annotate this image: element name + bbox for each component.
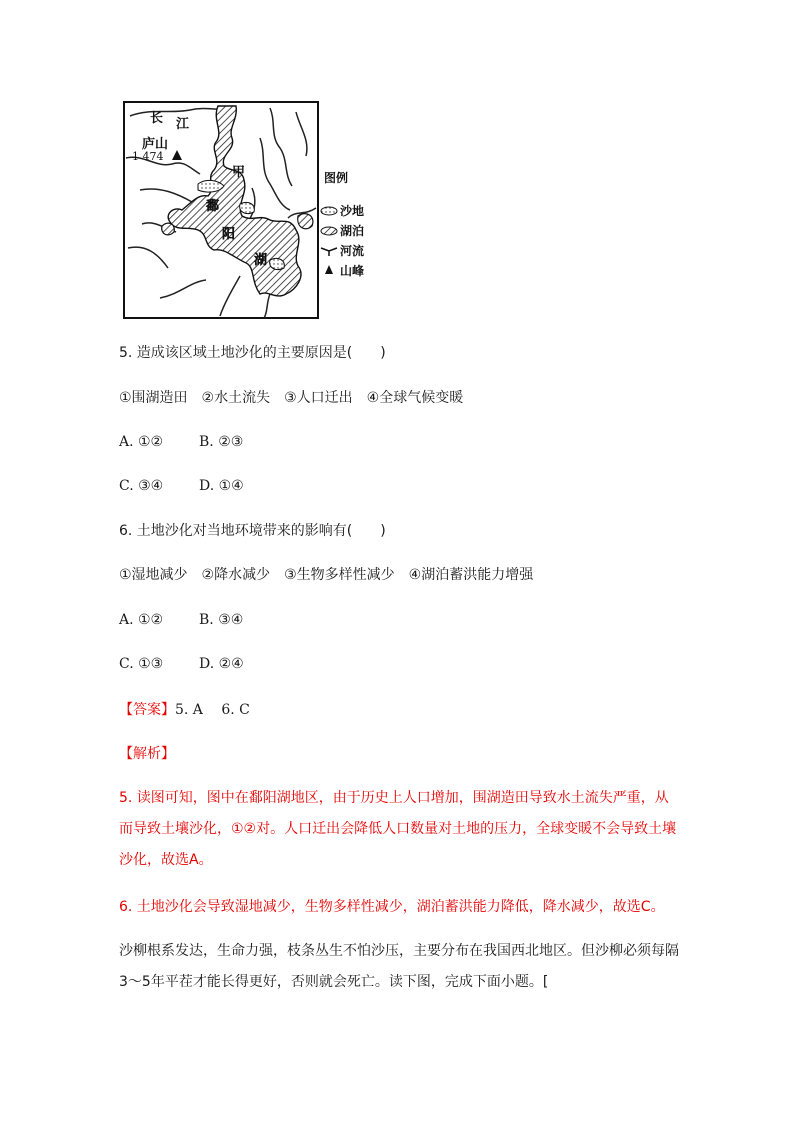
analysis-paragraph-5: 5. 读图可知，图中在鄱阳湖地区，由于历史上人口增加，围湖造田导致水土流失严重，从而导致土壤沙化，①②对。人口迁出会降低人口数量对土地的压力，全球变暖不会导致土壤沙化，故选A。 <box>119 790 677 868</box>
q5-stem: 5. 造成该区域土地沙化的主要原因是( ) <box>119 345 386 361</box>
peak-legend-icon <box>325 265 333 274</box>
label-chang: 长 <box>150 111 164 126</box>
next-passage: 沙柳根系发达，生命力强，枝条丛生不怕沙压，主要分布在我国西北地区。但沙柳必须每隔3～5年平茬才能长得更好，否则就会死亡。读下图，完成下面小题。[ <box>119 943 679 990</box>
sand-legend-icon <box>321 207 337 215</box>
label-jia: 甲 <box>232 165 246 180</box>
q5-choices: ①围湖造田 ②水土流失 ③人口迁出 ④全球气候变暖 <box>119 390 464 406</box>
label-hu: 湖 <box>254 253 268 268</box>
q6-choices: ①湿地减少 ②降水减少 ③生物多样性减少 ④湖泊蓄洪能力增强 <box>119 567 534 583</box>
poyang-lake-map <box>120 98 382 322</box>
label-lushan-height: 1 474 <box>132 150 164 163</box>
q5-option-a: A. ①② <box>119 434 164 450</box>
q6-options-row2 <box>119 654 244 674</box>
legend-title: 图例 <box>324 171 349 185</box>
analysis-paragraph-6: 6. 土地沙化会导致湿地减少，生物多样性减少，湖泊蓄洪能力降低，降水减少，故选C。 <box>119 899 665 915</box>
label-jiang: 江 <box>176 117 190 132</box>
q6-options-row1 <box>119 610 244 630</box>
q5-option-c: C. ③④ <box>119 478 164 494</box>
map-figure <box>120 98 382 322</box>
q6-option-c: C. ①③ <box>119 656 164 672</box>
analysis-label: 【解析】 <box>119 746 175 762</box>
label-yang: 阳 <box>222 227 236 242</box>
answer-text: 5. A 6. C <box>175 702 250 718</box>
label-lushan: 庐山 <box>142 137 169 152</box>
q6-option-a: A. ①② <box>119 612 164 628</box>
legend-river: 河流 <box>340 244 365 258</box>
legend-lake: 湖泊 <box>340 224 365 238</box>
q5-options-row1 <box>119 432 244 452</box>
q6-option-d: D. ②④ <box>199 656 244 672</box>
q5-option-d: D. ①④ <box>199 478 244 494</box>
lake-legend-icon <box>321 227 337 235</box>
q6-option-b: B. ③④ <box>199 612 244 628</box>
label-po: 鄱 <box>206 199 220 214</box>
q5-option-b: B. ②③ <box>199 434 244 450</box>
answer-line <box>119 700 250 720</box>
q6-stem: 6. 土地沙化对当地环境带来的影响有( ) <box>119 523 386 539</box>
legend-sand: 沙地 <box>340 204 365 218</box>
answer-label: 【答案】 <box>119 702 175 718</box>
legend-peak: 山峰 <box>340 264 365 278</box>
q5-options-row2 <box>119 476 244 496</box>
map-legend <box>321 170 364 278</box>
river-legend-icon <box>321 248 337 256</box>
